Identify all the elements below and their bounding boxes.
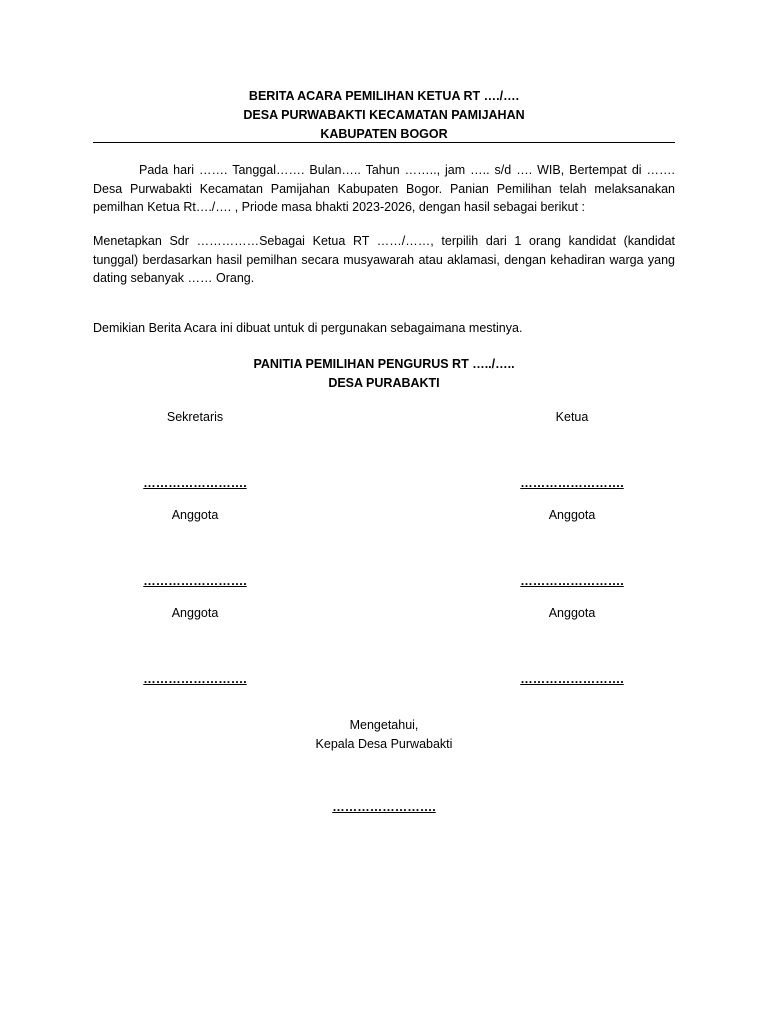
committee-heading (93, 355, 675, 393)
chair-signature-line: ……………………. (520, 476, 624, 490)
header-village: DESA PURWABAKTI KECAMATAN PAMIJAHAN (243, 108, 525, 122)
member-1-signature-line: ……………………. (143, 574, 247, 588)
header-regency: KABUPATEN BOGOR (320, 127, 448, 141)
village-head-signature-line: ……………………. (332, 800, 436, 814)
chair-label: Ketua (555, 410, 589, 424)
member-4-signature-line: ……………………. (520, 672, 624, 686)
header-title: BERITA ACARA PEMILIHAN KETUA RT …./…. (248, 89, 520, 103)
decision-paragraph: Menetapkan Sdr ……………Sebagai Ketua RT ……/……, terpilih dari 1 orang kandidat (kandidat tunggal) berdasarkan hasil pemilhan secara musyawarah atau aklamasi, dengan kehadiran warga yang dating sebanyak …… Orang. (93, 234, 675, 285)
member-3-signature-line: ……………………. (143, 672, 247, 686)
secretary-label: Sekretaris (166, 410, 224, 424)
committee-title: PANITIA PEMILIHAN PENGURUS RT …../….. (253, 357, 515, 371)
acknowledgement-block (184, 716, 584, 754)
member-label-1: Anggota (171, 508, 219, 522)
village-head-title: Kepala Desa Purwabakti (315, 737, 453, 751)
committee-village: DESA PURABAKTI (328, 376, 440, 390)
member-2-signature-line: ……………………. (520, 574, 624, 588)
acknowledgement-label: Mengetahui, (349, 718, 419, 732)
member-label-2: Anggota (548, 508, 596, 522)
opening-paragraph: Pada hari ……. Tanggal……. Bulan….. Tahun …….., jam ….. s/d …. WIB, Bertempat di ……. Desa Purwabakti Kecamatan Pamijahan Kabupaten Bogor. Panian Pemilihan telah melaksanakan pemilhan Ketua Rt…./…. , Priode masa bhakti 2023-2026, dengan hasil sebagai berikut : (93, 163, 675, 214)
header-divider (93, 142, 675, 143)
closing-paragraph: Demikian Berita Acara ini dibuat untuk di pergunakan sebagaimana mestinya. (93, 321, 523, 335)
member-label-4: Anggota (548, 606, 596, 620)
secretary-signature-line: ……………………. (143, 476, 247, 490)
document-header (93, 87, 675, 144)
member-label-3: Anggota (171, 606, 219, 620)
